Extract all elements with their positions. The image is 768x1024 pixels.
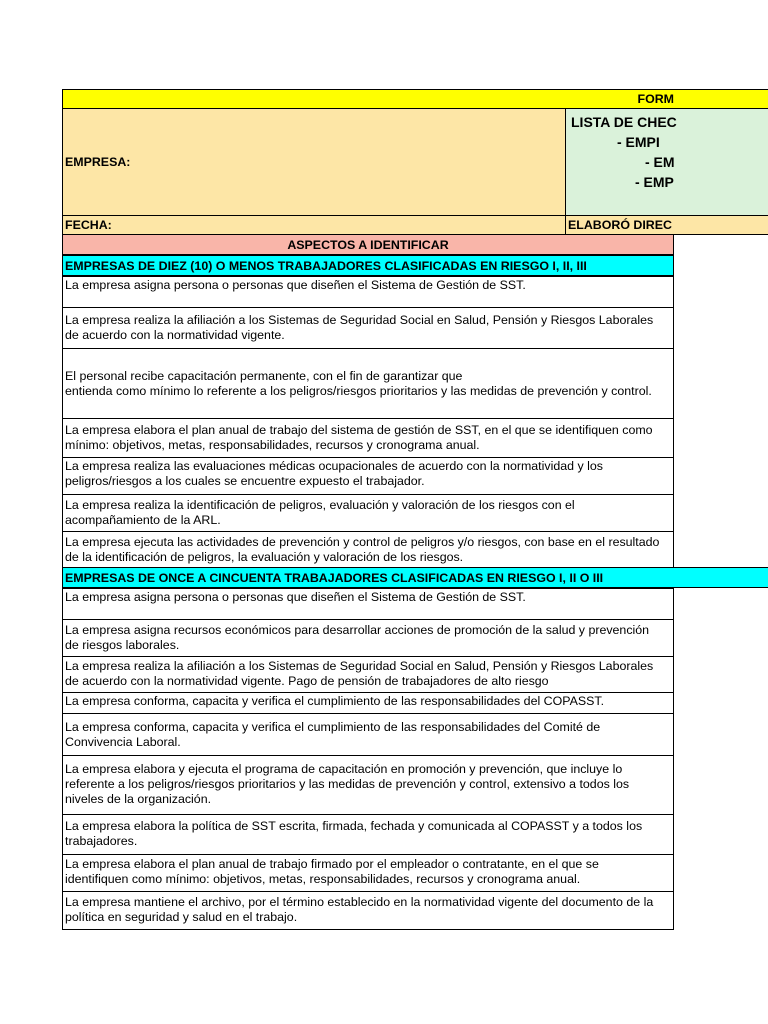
table-row[interactable]: La empresa elabora y ejecuta el programa de capacitación en promoción y prevención, que incluye lo referente a los peligros/riesgos prioritarios y las medidas de prevención y control, extensivo a todos los niveles de la organización. bbox=[62, 755, 674, 815]
table-row[interactable]: La empresa mantiene el archivo, por el término establecido en la normatividad vigente del documento de la política en seguridad y salud en el trabajo. bbox=[62, 891, 674, 930]
empresa-cell[interactable] bbox=[62, 108, 566, 216]
table-row[interactable]: La empresa realiza las evaluaciones médicas ocupacionales de acuerdo con la normatividad y los peligros/riesgos a los cuales se encuentre expuesto el trabajador. bbox=[62, 457, 674, 495]
table-row[interactable]: La empresa elabora el plan anual de trabajo firmado por el empleador o contratante, en el que se identifiquen como mínimo: objetivos, metas, responsabilidades, recursos y cronograma anual. bbox=[62, 854, 674, 892]
table-row[interactable]: La empresa realiza la afiliación a los Sistemas de Seguridad Social en Salud, Pensión y Riesgos Laborales de acuerdo con la normatividad vigente. bbox=[62, 307, 674, 349]
form-title-row bbox=[62, 89, 768, 109]
table-row[interactable]: La empresa realiza la afiliación a los Sistemas de Seguridad Social en Salud, Pensión y Riesgos Laborales de acuerdo con la normatividad vigente. Pago de pensión de trabajadores de alto riesgo bbox=[62, 656, 674, 693]
table-row[interactable]: La empresa conforma, capacita y verifica el cumplimiento de las responsabilidades del Comité de Convivencia Laboral. bbox=[62, 713, 674, 756]
elaboro-cell[interactable] bbox=[565, 215, 768, 235]
aspectos-header: ASPECTOS A IDENTIFICAR bbox=[62, 234, 674, 255]
table-row[interactable]: La empresa asigna persona o personas que diseñen el Sistema de Gestión de SST. bbox=[62, 588, 674, 620]
lista-line-2: - EMPI bbox=[617, 134, 660, 150]
section-2-title: EMPRESAS DE ONCE A CINCUENTA TRABAJADORES CLASIFICADAS EN RIESGO I, II O III bbox=[62, 567, 768, 588]
table-row[interactable]: La empresa ejecuta las actividades de prevención y control de peligros y/o riesgos, con base en el resultado de la identificación de peligros, la evaluación y valoración de los riesgos. bbox=[62, 531, 674, 568]
fecha-label: FECHA: bbox=[65, 218, 112, 232]
table-row[interactable]: El personal recibe capacitación permanente, con el fin de garantizar que entienda como mínimo lo referente a los peligros/riesgos prioritarios y las medidas de prevención y control. bbox=[62, 348, 674, 419]
table-row[interactable]: La empresa asigna recursos económicos para desarrollar acciones de promoción de la salud y prevención de riesgos laborales. bbox=[62, 619, 674, 657]
lista-line-1: LISTA DE CHEC bbox=[571, 114, 677, 130]
empresa-label: EMPRESA: bbox=[65, 155, 131, 169]
lista-chequeo-cell bbox=[565, 108, 768, 216]
table-row[interactable]: La empresa realiza la identificación de peligros, evaluación y valoración de los riesgos con el acompañamiento de la ARL. bbox=[62, 494, 674, 532]
table-row[interactable]: La empresa asigna persona o personas que diseñen el Sistema de Gestión de SST. bbox=[62, 276, 674, 308]
lista-line-4: - EMP bbox=[635, 174, 674, 190]
section-1-title: EMPRESAS DE DIEZ (10) O MENOS TRABAJADORES CLASIFICADAS EN RIESGO I, II, III bbox=[62, 255, 674, 276]
table-row[interactable]: La empresa elabora la política de SST escrita, firmada, fechada y comunicada al COPASST y a todos los trabajadores. bbox=[62, 814, 674, 855]
lista-line-3: - EM bbox=[645, 154, 675, 170]
table-row[interactable]: La empresa elabora el plan anual de trabajo del sistema de gestión de SST, en el que se identifiquen como mínimo: objetivos, metas, responsabilidades, recursos y cronograma anual. bbox=[62, 418, 674, 458]
table-row[interactable]: La empresa conforma, capacita y verifica el cumplimiento de las responsabilidades del COPASST. bbox=[62, 692, 674, 714]
form-title: FORM bbox=[637, 92, 674, 106]
elaboro-label: ELABORÓ DIREC bbox=[568, 218, 672, 232]
fecha-cell[interactable] bbox=[62, 215, 566, 235]
